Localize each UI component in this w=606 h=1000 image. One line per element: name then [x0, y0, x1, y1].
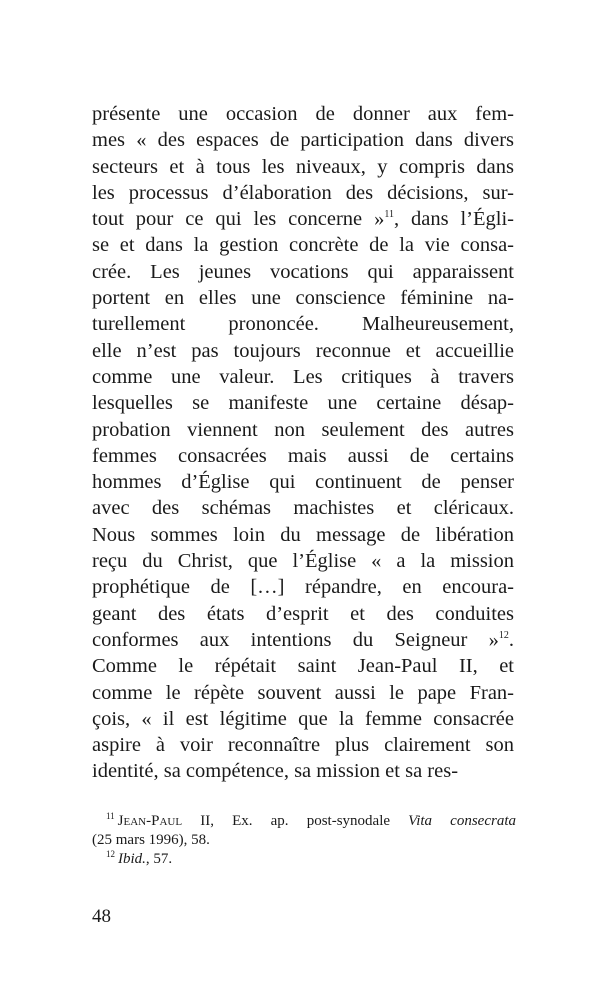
footnote-reference: 12	[498, 629, 509, 641]
text-segment: mes « des espaces de participation dans divers	[92, 129, 514, 152]
text-line	[92, 259, 514, 285]
text-line	[92, 417, 514, 443]
text-segment: probation viennent non seulement des autres	[92, 418, 514, 441]
text-segment: prophétique de […] répandre, en encoura-	[92, 576, 514, 599]
text-line	[92, 522, 514, 548]
text-segment: lesquelles se manifeste une certaine désap-	[92, 392, 514, 415]
text-segment: les processus d’élaboration des décisions, sur-	[92, 181, 514, 204]
text-line	[92, 232, 514, 258]
text-line	[92, 101, 514, 127]
text-line	[92, 601, 514, 627]
body-text	[92, 101, 514, 785]
text-line	[92, 443, 514, 469]
footnote-11-number: 11	[106, 811, 115, 821]
text-segment: çois, « il est légitime que la femme consacrée	[92, 707, 514, 730]
text-line	[92, 732, 514, 758]
text-segment: tout pour ce qui les concerne »	[92, 208, 385, 231]
text-segment: , dans l’Égli-	[393, 208, 515, 231]
text-line	[92, 390, 514, 416]
text-segment: secteurs et à tous les niveaux, y compris dans	[92, 155, 514, 178]
text-segment: se et dans la gestion concrète de la vie consa-	[92, 234, 514, 257]
text-line	[92, 574, 514, 600]
text-segment: turellement prononcée. Malheureusement,	[92, 313, 514, 336]
text-segment: geant des états d’esprit et des conduites	[92, 602, 514, 625]
page-number: 48	[92, 906, 111, 927]
text-segment: hommes d’Église qui continuent de penser	[92, 471, 514, 494]
footnote-reference: 11	[384, 209, 394, 221]
text-line	[92, 338, 514, 364]
text-line	[92, 206, 514, 232]
text-segment: présente une occasion de donner aux fem-	[92, 103, 514, 125]
text-segment: Nous sommes loin du message de libération	[92, 523, 514, 546]
footnote-11-line-2: (25 mars 1996), 58.	[92, 832, 210, 848]
text-line	[92, 680, 514, 706]
text-segment: crée. Les jeunes vocations qui apparaissent	[92, 260, 514, 283]
text-line	[92, 285, 514, 311]
footnote-12-number: 12	[106, 849, 115, 859]
text-line	[92, 548, 514, 574]
text-segment: identité, sa compétence, sa mission et sa res-	[92, 760, 459, 783]
footnote-12	[92, 850, 516, 869]
text-line	[92, 154, 514, 180]
text-segment: elle n’est pas toujours reconnue et accueillie	[92, 339, 514, 362]
footnote-12-ref: Ibid.	[118, 851, 146, 867]
text-line	[92, 627, 514, 653]
text-line	[92, 469, 514, 495]
footnotes	[92, 812, 516, 869]
footnote-11-line-1	[92, 812, 516, 831]
footnote-11-author: Jean-Paul II	[117, 813, 211, 829]
text-segment: comme une valeur. Les critiques à travers	[92, 365, 514, 388]
text-line	[92, 706, 514, 732]
text-line	[92, 495, 514, 521]
text-segment: .	[508, 628, 514, 651]
footnote-12-text: , 57.	[145, 851, 173, 867]
text-segment: Comme le répétait saint Jean-Paul II, et	[92, 655, 514, 678]
text-segment: avec des schémas machistes et cléricaux.	[92, 497, 514, 520]
text-segment: conformes aux intentions du Seigneur »	[92, 628, 499, 651]
text-line	[92, 653, 514, 679]
text-segment: reçu du Christ, que l’Église « a la mission	[92, 550, 514, 573]
text-line	[92, 758, 514, 784]
text-line	[92, 180, 514, 206]
text-segment: comme le répète souvent aussi le pape Fran-	[92, 681, 514, 704]
text-line	[92, 127, 514, 153]
text-segment: portent en elles une conscience féminine na-	[92, 287, 514, 310]
text-segment: aspire à voir reconnaître plus clairement son	[92, 734, 514, 757]
text-line	[92, 364, 514, 390]
text-line	[92, 311, 514, 337]
text-segment: femmes consacrées mais aussi de certains	[92, 444, 514, 467]
footnote-11-text: , Ex. ap. post-synodale	[210, 813, 409, 829]
footnote-11-title: Vita consecrata	[408, 813, 516, 829]
